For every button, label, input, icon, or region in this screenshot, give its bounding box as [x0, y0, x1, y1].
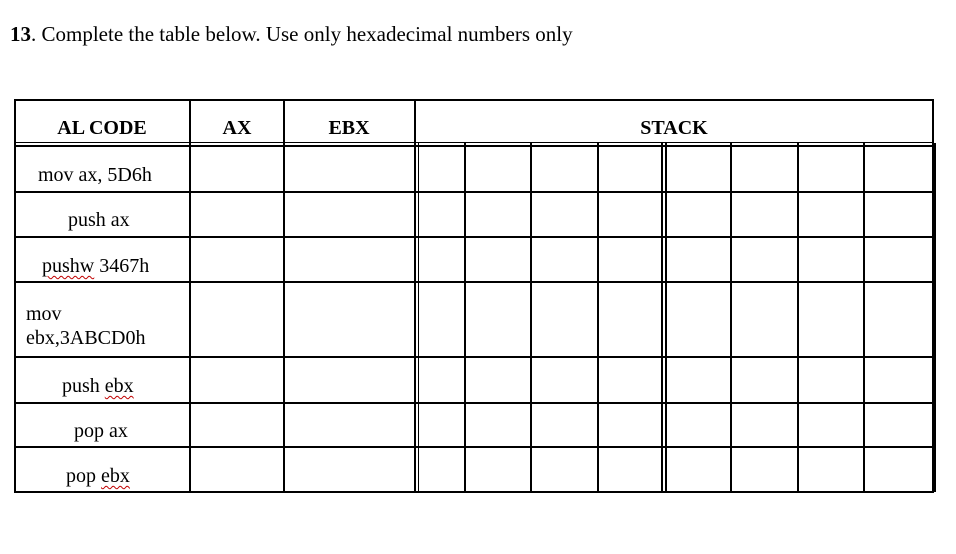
- column-divider: [14, 99, 16, 492]
- row-6-code: pop ax: [74, 420, 128, 442]
- row-5-code: [62, 374, 134, 398]
- stack-column-divider: [665, 143, 667, 492]
- row-divider: [14, 142, 934, 143]
- row-5-code-prefix: push: [62, 375, 105, 397]
- column-divider: [418, 143, 419, 492]
- stack-column-divider: [530, 143, 532, 492]
- row-divider: [14, 145, 934, 147]
- stack-column-divider: [797, 143, 799, 492]
- stack-column-divider: [661, 143, 663, 492]
- row-3-code: [42, 254, 149, 278]
- stack-column-divider: [597, 143, 599, 492]
- row-divider: [14, 191, 934, 193]
- question-text: [10, 22, 573, 47]
- row-2-code: push ax: [68, 209, 130, 231]
- row-divider: [14, 236, 934, 238]
- stack-column-divider: [863, 143, 865, 492]
- header-ebx: EBX: [328, 117, 370, 139]
- row-divider: [14, 491, 934, 493]
- stack-column-divider: [464, 143, 466, 492]
- row-divider: [14, 356, 934, 358]
- row-3-code-rest: 3467h: [94, 255, 150, 277]
- header-ax: AX: [222, 117, 252, 139]
- question-number: 13: [10, 22, 31, 46]
- question-body: . Complete the table below. Use only hexadecimal numbers only: [31, 22, 573, 46]
- row-divider: [14, 402, 934, 404]
- row-7-code-underlined: ebx: [101, 465, 130, 487]
- row-3-code-underlined: pushw: [42, 255, 95, 277]
- column-divider: [934, 143, 936, 492]
- header-stack: STACK: [640, 117, 708, 139]
- row-divider: [14, 99, 934, 101]
- row-divider: [14, 446, 934, 448]
- row-4-code-line1: mov: [26, 303, 62, 325]
- row-7-code-prefix: pop: [66, 465, 101, 487]
- row-7-code: [66, 464, 130, 488]
- stack-column-divider: [730, 143, 732, 492]
- column-divider: [414, 99, 416, 492]
- column-divider: [283, 99, 285, 492]
- row-1-code: mov ax, 5D6h: [38, 164, 152, 186]
- column-divider: [189, 99, 191, 492]
- row-divider: [14, 281, 934, 283]
- row-5-code-underlined: ebx: [104, 375, 134, 397]
- row-4-code-line2: ebx,3ABCD0h: [26, 327, 146, 349]
- header-al-code: AL CODE: [57, 117, 147, 139]
